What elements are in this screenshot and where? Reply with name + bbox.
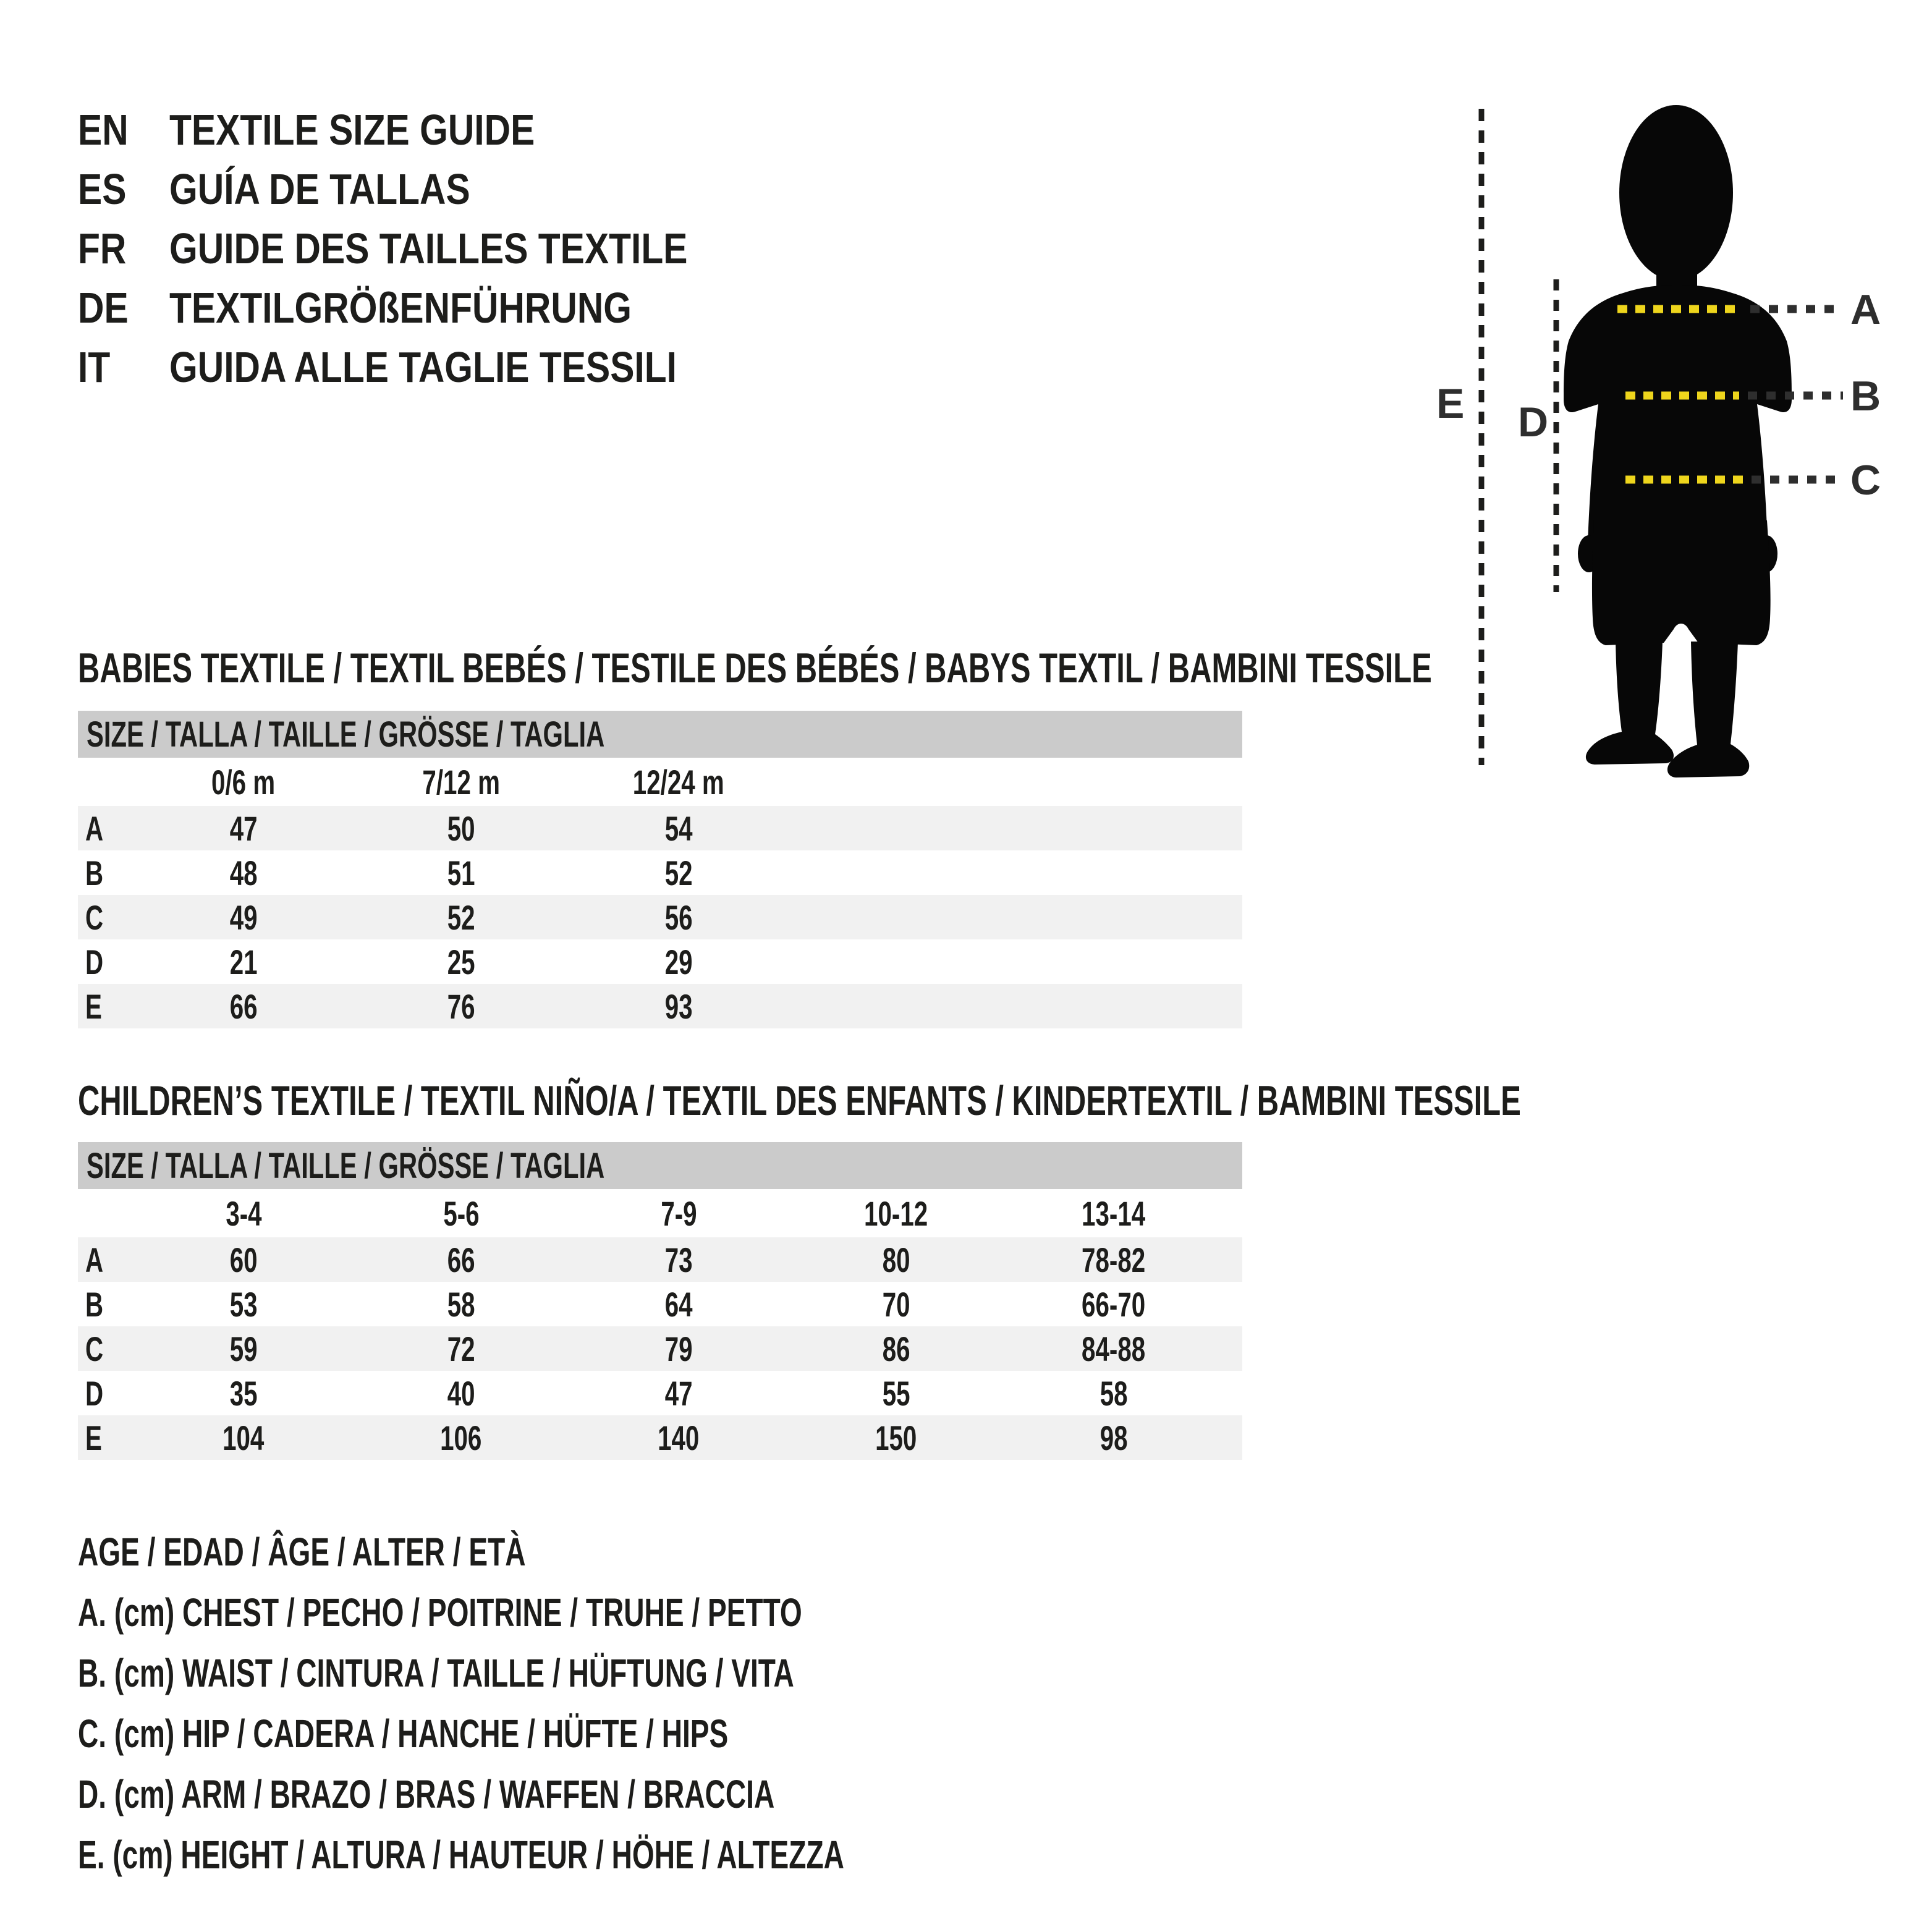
babies-col-0-6m: 0/6 m: [211, 762, 276, 802]
children-row-a: A 60 66 73 80 78-82: [78, 1237, 1242, 1282]
lang-code-es: ES: [78, 165, 127, 213]
measurement-diagram: [1409, 87, 1932, 810]
lang-row-es: [78, 159, 786, 219]
children-size-table: [78, 1142, 1242, 1460]
babies-row-c: C 49 52 56: [78, 895, 1242, 939]
lang-code-it: IT: [78, 343, 111, 391]
language-title-block: [78, 100, 786, 397]
lang-row-it: [78, 337, 786, 397]
children-size-header-band: SIZE / TALLA / TAILLE / GRÖSSE / TAGLIA: [78, 1142, 1242, 1189]
silhouette-shirt: [1564, 285, 1792, 543]
lang-row-de: [78, 278, 786, 337]
babies-col-7-12m: 7/12 m: [422, 762, 500, 802]
babies-row-d: D 21 25 29: [85, 942, 693, 981]
lang-code-en: EN: [78, 106, 129, 154]
legend-waist-b: B. (cm) WAIST / CINTURA / TAILLE / HÜFTUNG / VITA: [78, 1651, 794, 1695]
figure-label-b: B: [1850, 373, 1881, 420]
babies-size-header-band: SIZE / TALLA / TAILLE / GRÖSSE / TAGLIA: [78, 711, 1242, 758]
lang-title-en: TEXTILE SIZE GUIDE: [169, 106, 535, 154]
measurement-legend: [78, 1522, 1142, 1885]
babies-row-e: E 66 76 93: [78, 984, 1242, 1028]
children-col-3-4: 3-4: [225, 1193, 262, 1233]
children-row-b: B 53 58 64 70 66-70: [85, 1284, 1146, 1324]
legend-age: AGE / EDAD / ÂGE / ALTER / ETÀ: [78, 1530, 526, 1574]
lang-code-de: DE: [78, 284, 129, 332]
children-col-7-9: 7-9: [660, 1193, 697, 1233]
legend-hip-c: C. (cm) HIP / CADERA / HANCHE / HÜFTE / HIPS: [78, 1711, 729, 1756]
babies-row-b: B 48 51 52: [85, 853, 693, 892]
figure-label-c: C: [1850, 457, 1881, 504]
babies-col-12-24m: 12/24 m: [633, 762, 724, 802]
silhouette-head: [1619, 105, 1733, 281]
lang-title-it: GUIDA ALLE TAGLIE TESSILI: [169, 343, 677, 391]
children-col-13-14: 13-14: [1082, 1193, 1146, 1233]
babies-size-table: [78, 711, 1242, 1028]
legend-chest-a: A. (cm) CHEST / PECHO / POITRINE / TRUHE / PETTO: [78, 1590, 802, 1635]
legend-height-e: E. (cm) HEIGHT / ALTURA / HAUTEUR / HÖHE / ALTEZZA: [78, 1832, 844, 1877]
babies-row-a: A 47 50 54: [78, 806, 1242, 850]
children-column-header-row: [78, 1189, 1242, 1237]
lang-title-fr: GUIDE DES TAILLES TEXTILE: [169, 224, 688, 273]
children-row-d: D 35 40 47 55 58: [85, 1373, 1128, 1413]
children-row-e: E 104 106 140 150 98: [78, 1415, 1242, 1460]
lang-row-en: [78, 100, 786, 159]
children-col-5-6: 5-6: [443, 1193, 480, 1233]
figure-label-a: A: [1850, 286, 1881, 333]
lang-row-fr: [78, 219, 786, 278]
children-section-heading: CHILDREN’S TEXTILE / TEXTIL NIÑO/A / TEXTIL DES ENFANTS / KINDERTEXTIL / BAMBINI TESSILE: [78, 1077, 1521, 1124]
babies-column-header-row: [78, 758, 1242, 806]
legend-arm-d: D. (cm) ARM / BRAZO / BRAS / WAFFEN / BRACCIA: [78, 1772, 775, 1816]
lang-title-es: GUÍA DE TALLAS: [169, 165, 470, 213]
silhouette-shorts: [1592, 520, 1771, 645]
figure-label-d: D: [1518, 399, 1549, 446]
babies-section-heading: BABIES TEXTILE / TEXTIL BEBÉS / TESTILE DES BÉBÉS / BABYS TEXTIL / BAMBINI TESSILE: [78, 645, 1432, 692]
figure-label-e: E: [1436, 380, 1465, 427]
lang-title-de: TEXTILGRÖßENFÜHRUNG: [169, 284, 632, 332]
children-row-c: C 59 72 79 86 84-88: [78, 1326, 1242, 1371]
children-col-10-12: 10-12: [864, 1193, 928, 1233]
lang-code-fr: FR: [78, 224, 127, 273]
